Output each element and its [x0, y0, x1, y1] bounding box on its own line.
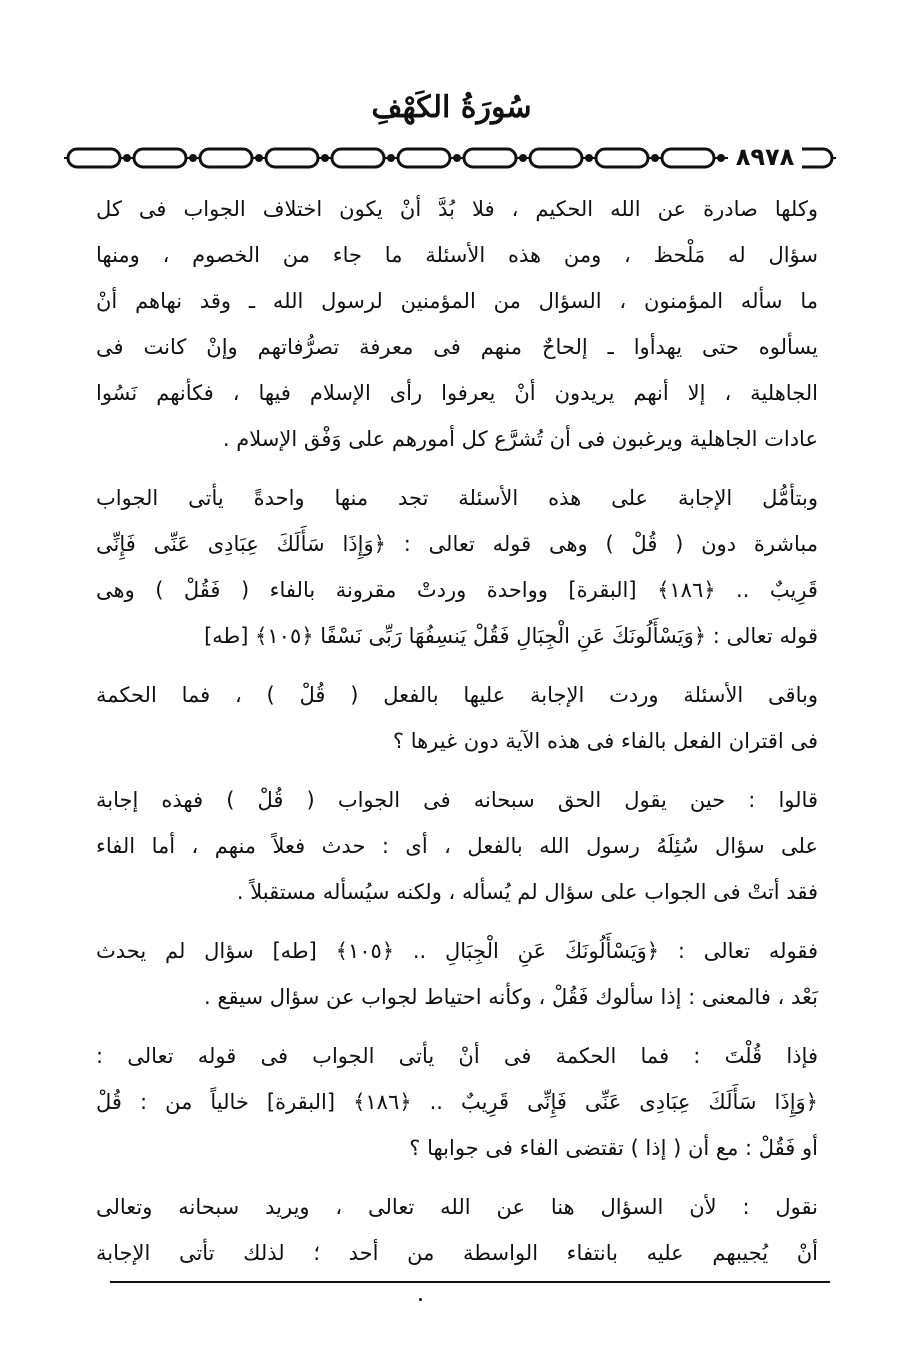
paragraph-7 — [96, 1184, 818, 1276]
text-line: عادات الجاهلية ويرغبون فى أن تُشرَّع كل أمورهم على وَفْق الإسلام . — [222, 427, 818, 451]
text-line: أو فَقُلْ : مع أن ( إذا ) تقتضى الفاء فى جوابها ؟ — [409, 1136, 818, 1160]
text-line: ما سأله المؤمنون ، السؤال من المؤمنين لرسول الله ـ وقد نهاهم أنْ — [96, 289, 818, 313]
paragraph-2 — [96, 475, 818, 659]
text-line: على سؤال سُئِلَهُ رسول الله بالفعل ، أى : حدث فعلاً منهم ، أما الفاء — [96, 834, 818, 858]
text-line: الجاهلية ، إلا أنهم يريدون أنْ يعرفوا رأى الإسلام فيها ، فكأنهم نَسُوا — [96, 381, 818, 405]
paragraph-3 — [96, 672, 818, 764]
text-line: سؤال له مَلْحظ ، ومن هذه الأسئلة ما جاء من الخصوم ، ومنها — [96, 243, 818, 267]
text-line: فى اقتران الفعل بالفاء فى هذه الآية دون غيرها ؟ — [392, 729, 818, 753]
paragraph-1 — [96, 186, 818, 462]
page-number: ٨٩٧٨ — [728, 142, 802, 172]
text-line: قَرِيبٌ .. ﴿١٨٦﴾ [البقرة] وواحدة وردتْ مقرونة بالفاء ( فَقُلْ ) وهى — [96, 578, 818, 602]
text-line: فإذا قُلْتَ : فما الحكمة فى أنْ يأتى الجواب فى قوله تعالى : — [96, 1044, 818, 1068]
footer-dot — [419, 1298, 422, 1301]
text-line: بَعْد ، فالمعنى : إذا سألوك فَقُلْ ، وكأنه احتياط لجواب عن سؤال سيقع . — [204, 985, 818, 1009]
text-line: نقول : لأن السؤال هنا عن الله تعالى ، ويريد سبحانه وتعالى — [96, 1195, 818, 1219]
paragraph-5 — [96, 928, 818, 1020]
text-line: وكلها صادرة عن الله الحكيم ، فلا بُدَّ أنْ يكون اختلاف الجواب فى كل — [96, 197, 818, 221]
text-line: قالوا : حين يقول الحق سبحانه فى الجواب ( قُلْ ) فهذه إجابة — [96, 788, 818, 812]
text-line: قوله تعالى : ﴿وَيَسْأَلُونَكَ عَنِ الْجِبَالِ فَقُلْ يَنسِفُهَا رَبِّى نَسْفًا ﴿١٠٥﴾ [طه] — [204, 624, 818, 648]
text-line: وبتأمُّل الإجابة على هذه الأسئلة تجد منها واحدةً يأتى الجواب — [96, 486, 818, 510]
text-line: ﴿وَإِذَا سَأَلَكَ عِبَادِى عَنِّى فَإِنِّى قَرِيبٌ .. ﴿١٨٦﴾ [البقرة] خالياً من : قُلْ — [96, 1090, 818, 1114]
text-line: أنْ يُجيبهم عليه بانتفاء الواسطة من أحد ؛ لذلك تأتى الإجابة — [96, 1241, 818, 1265]
text-line: فقوله تعالى : ﴿وَيَسْأَلُونَكَ عَنِ الْجِبَالِ .. ﴿١٠٥﴾ [طه] سؤال لم يحدث — [96, 939, 818, 963]
text-line: وباقى الأسئلة وردت الإجابة عليها بالفعل ( قُلْ ) ، فما الحكمة — [96, 683, 818, 707]
paragraph-4 — [96, 777, 818, 915]
paragraph-6 — [96, 1033, 818, 1171]
body-text — [96, 186, 818, 1289]
text-line: فقد أتتْ فى الجواب على سؤال لم يُسأله ، ولكنه سيُسأله مستقبلاً . — [236, 880, 818, 904]
text-line: مباشرة دون ( قُلْ ) وهى قوله تعالى : ﴿وَإِذَا سَأَلَكَ عِبَادِى عَنِّى فَإِنِّى — [96, 532, 818, 556]
footer-rule — [110, 1281, 830, 1283]
ornamental-border — [64, 142, 836, 174]
surah-title: سُورَةُ الكَهْفِ — [371, 90, 532, 125]
text-line: يسألوه حتى يهدأوا ـ إلحاحٌ منهم فى معرفة تصرُّفاتهم وإنْ كانت فى — [96, 335, 818, 359]
